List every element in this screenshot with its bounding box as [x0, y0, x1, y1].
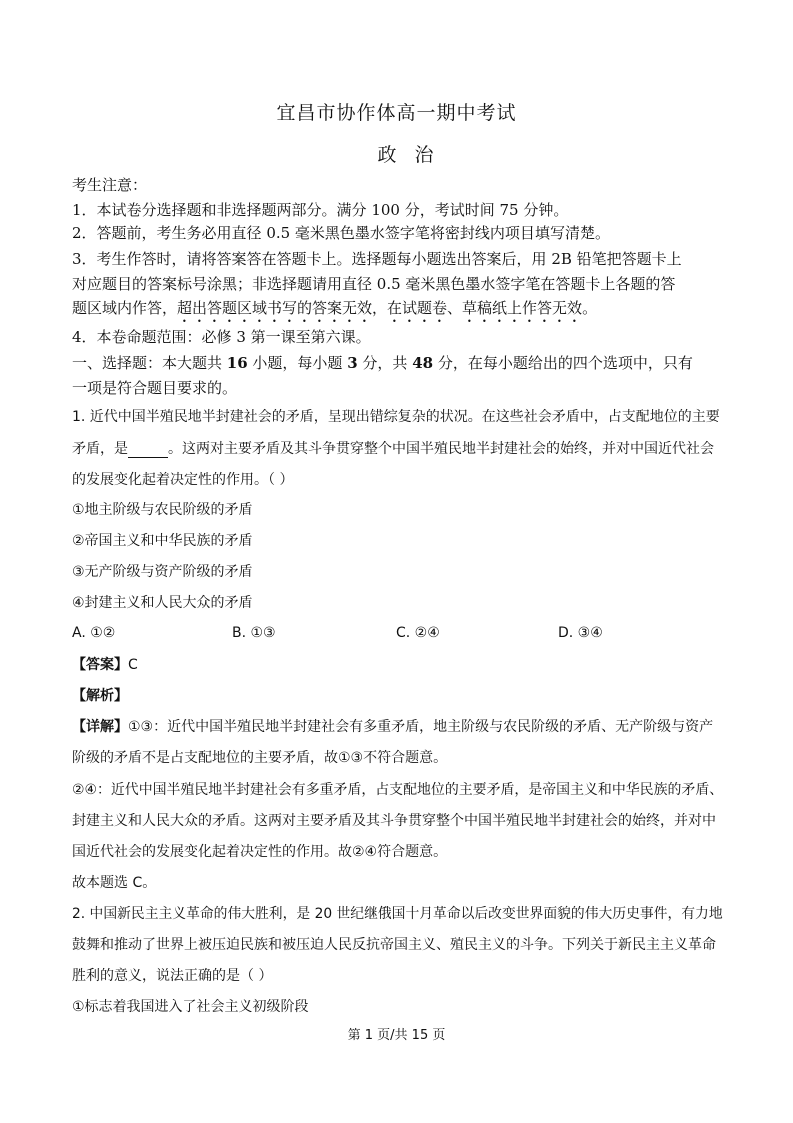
q1-answer [72, 656, 138, 674]
q1-item-3: ③无产阶级与资产阶级的矛盾 [72, 564, 253, 580]
note-2: 2．答题前，考生务必用直径 0.5 毫米黑色墨水签字笔将密封线内项目填写清楚。 [72, 224, 610, 242]
q2-item-1: ①标志着我国进入了社会主义初级阶段 [72, 999, 309, 1015]
note-3-emphasis-1: 超出答题区域书写的答案无效 [177, 299, 373, 317]
q1-detail-line2: 阶级的矛盾不是占支配地位的主要矛盾，故①③不符合题意。 [72, 750, 448, 766]
q1-option-d: D. ③④ [558, 625, 603, 641]
note-3-mid: ， [372, 299, 388, 317]
q1-item-2: ②帝国主义和中华民族的矛盾 [72, 533, 253, 549]
q1-stem-post: 。这两对主要矛盾及其斗争贯穿整个中国半殖民地半封建社会的始终，并对中国近代社会 [168, 441, 714, 457]
detail-label: 【详解】 [72, 719, 128, 735]
note-3-end: 。 [582, 299, 598, 317]
q1-stem-line3: 的发展变化起着决定性的作用。（ ） [72, 472, 294, 488]
section-heading-line2: 一项是符合题目要求的。 [72, 379, 238, 397]
q1-stem-line2 [72, 440, 714, 458]
answer-label: 【答案】 [72, 657, 128, 673]
answer-value: C [128, 657, 138, 673]
note-3-line2: 对应题目的答案标号涂黑；非选择题请用直径 0.5 毫米黑色墨水签字笔在答题卡上各题的答 [72, 275, 676, 293]
q1-stem-line1: 1. 近代中国半殖民地半封建社会的矛盾，呈现出错综复杂的状况。在这些社会矛盾中，占支配地位的主要 [72, 409, 720, 425]
notes-heading: 考生注意： [72, 176, 148, 194]
exam-title: 宜昌市协作体高一期中考试 [276, 102, 517, 124]
answer-blank [128, 443, 168, 458]
q1-stem-pre: 矛盾，是 [72, 441, 128, 457]
note-1: 1．本试卷分选择题和非选择题两部分。满分 100 分，考试时间 75 分钟。 [72, 201, 569, 219]
note-4: 4．本卷命题范围：必修 3 第一课至第六课。 [72, 328, 371, 346]
q2-stem-line2: 鼓舞和推动了世界上被压迫民族和被压迫人民反抗帝国主义、殖民主义的斗争。下列关于新民主主义革命 [72, 937, 716, 953]
section-heading-line1 [72, 354, 693, 372]
note-3-emphasis-2: 在试题卷、草稿纸上作答无效 [387, 299, 583, 317]
q1-detail-line1 [72, 718, 713, 736]
detail-text-1: ①③：近代中国半殖民地半封建社会有多重矛盾，地主阶级与农民阶级的矛盾、无产阶级与资产 [128, 719, 714, 735]
section-end: 分，在每小题给出的四个选项中，只有 [433, 354, 693, 372]
note-3-line3 [72, 299, 597, 326]
question-count: 16 [226, 354, 248, 372]
q1-item-1: ①地主阶级与农民阶级的矛盾 [72, 502, 253, 518]
section-pre: 一、选择题：本大题共 [72, 354, 227, 372]
section-mid-2: 分，共 [357, 354, 413, 372]
q1-detail-line5: 国近代社会的发展变化起着决定性的作用。故②④符合题意。 [72, 844, 448, 860]
q1-option-a: A. ①② [72, 625, 116, 641]
note-3-line1: 3．考生作答时，请将答案答在答题卡上。选择题每小题选出答案后，用 2B 铅笔把答题卡上 [72, 250, 682, 268]
page-number: 第 1 页/共 15 页 [347, 1028, 446, 1043]
note-3-pre: 题区域内作答， [72, 299, 178, 317]
subject-title: 政治 [377, 144, 452, 166]
section-mid-1: 小题，每小题 [247, 354, 348, 372]
q2-stem-line1: 2. 中国新民主主义革命的伟大胜利，是 20 世纪继俄国十月革命以后改变世界面貌的伟大历史事件，有力地 [72, 906, 723, 922]
q1-option-b: B. ①③ [232, 625, 276, 641]
q1-conclusion: 故本题选 C。 [72, 875, 157, 891]
points-each: 3 [347, 354, 358, 372]
q1-detail-line3: ②④：近代中国半殖民地半封建社会有多重矛盾，占支配地位的主要矛盾，是帝国主义和中华民族的矛盾、 [72, 782, 724, 798]
points-total: 48 [412, 354, 434, 372]
q2-stem-line3: 胜利的意义，说法正确的是（ ） [72, 968, 273, 984]
q1-analysis-label: 【解析】 [72, 688, 128, 704]
q1-detail-line4: 封建主义和人民大众的矛盾。这两对主要矛盾及其斗争贯穿整个中国半殖民地半封建社会的始终，并对中 [72, 813, 716, 829]
q1-option-c: C. ②④ [396, 625, 440, 641]
q1-item-4: ④封建主义和人民大众的矛盾 [72, 595, 253, 611]
